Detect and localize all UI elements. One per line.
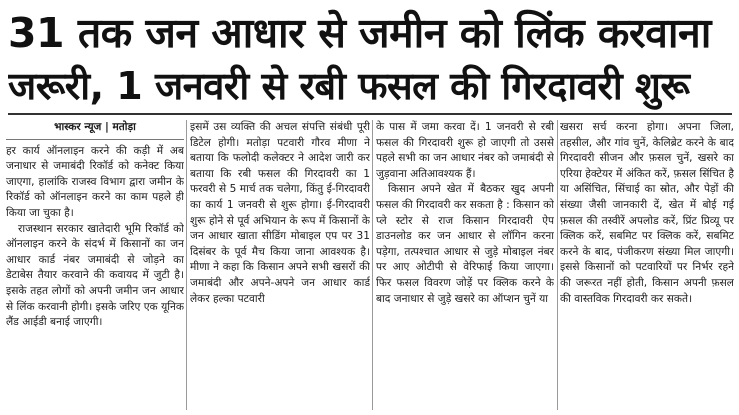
- byline: भास्कर न्यूज | मतोड़ा: [6, 120, 184, 140]
- article-column-4: [560, 120, 734, 412]
- article-column-3: [376, 120, 554, 412]
- column-divider: [557, 120, 558, 410]
- paragraph: इसमें उस व्यक्ति की अचल संपत्ति संबंधी पूरी डिटेल होगी। मतोड़ा पटवारी गौरव मीणा ने बताया कि फलोदी कलेक्टर ने आदेश जारी कर बताया कि रबी फसल की गिरदावरी का 1 फरवरी से 5 मार्च तक चलेगा, किंतु ई-गिरदावरी का कार्य 1 जनवरी से शुरू होगा। ई-गिरदावरी शुरू होने से पूर्व अभियान के रूप में किसानों के जन आधार खाता सीडिंग मोबाइल एप पर 31 दिसंबर के पूर्व मैच किया जाना आवश्यक है। मीणा ने कहा कि किसान अपने सभी खसरों की जमाबंदी और अपने-अपने जन आधार कार्ड लेकर हल्का पटवारी: [190, 121, 370, 305]
- paragraph: राजस्थान सरकार खातेदारी भूमि रिकॉर्ड को ऑनलाइन करने के संदर्भ में किसानों का जन आधार कार्ड नंबर जमाबंदी से जोड़ने का डेटाबेस तैयार करवाने की कवायद में जुटी है। इसके तहत लोगों को अपनी जमीन जन आधार से लिंक करवानी होगी। इसके जरिए एक यूनिक लैंड आईडी बनाई जाएगी।: [6, 222, 184, 329]
- headline-rule: [8, 113, 732, 115]
- paragraph: हर कार्य ऑनलाइन करने की कड़ी में अब जनाधार से जमाबंदी रिकॉर्ड को कनेक्ट किया जाएगा, हालांकि राजस्व विभाग द्वारा जमीन के रिकॉर्ड को ऑनलाइन करने का काम पहले ही किया जा चुका है।: [6, 144, 184, 219]
- headline-line-1: 31 तक जन आधार से जमीन को लिंक करवाना: [8, 9, 711, 57]
- paragraph: खसरा सर्च करना होगा। अपना जिला, तहसील, और गांव चुनें, केलिब्रेट करने के बाद गिरदावरी सीजन और फ़सल चुनें, खसरे का एरिया हेक्टेयर में अंकित करें, फ़सल सिंचित है या असिंचित, सिंचाई का स्रोत, और पेड़ों की संख्या जैसी जानकारी दें, खेत में बोई गई फ़सल की तस्वीरें अपलोड करें, प्रिंट प्रिव्यू पर क्लिक करें, सबमिट पर क्लिक करें, सबमिट करने के बाद, पंजीकरण संख्या मिल जाएगी। इससे किसानों को पटवारियों पर निर्भर रहने की जरूरत नहीं होती, किसान अपनी फ़सल की वास्तविक गिरदावरी कर सकते।: [560, 121, 734, 305]
- article-column-1: [6, 120, 184, 412]
- subheading-paragraph: किसान अपने खेत में बैठकर खुद अपनी फसल की गिरदावरी कर सकता है : किसान को प्ले स्टोर से राज किसान गिरदावरी ऐप डाउनलोड कर जन आधार से लॉगिन करना पड़ेगा, तत्पश्चात आधार से जुड़े मोबाइल नंबर पर आए ओटीपी से वेरिफाई किया जाएगा। फिर फसल विवरण जोड़ें पर क्लिक करने के बाद जनाधार से जुड़े खसरे का ऑप्शन चुनें या: [376, 183, 554, 305]
- column-divider: [372, 120, 373, 410]
- headline-line-2: जरूरी, 1 जनवरी से रबी फसल की गिरदावरी शुरू: [8, 64, 690, 108]
- headline: [8, 8, 732, 112]
- paragraph: के पास में जमा करवा दें। 1 जनवरी से रबी फसल की गिरदावरी शुरू हो जाएगी तो उससे पहले सभी का जन आधार नंबर को जमाबंदी से जुड़वाना अतिआवश्यक हैं।: [376, 121, 554, 180]
- column-divider: [186, 120, 187, 410]
- article-column-2: [190, 120, 370, 412]
